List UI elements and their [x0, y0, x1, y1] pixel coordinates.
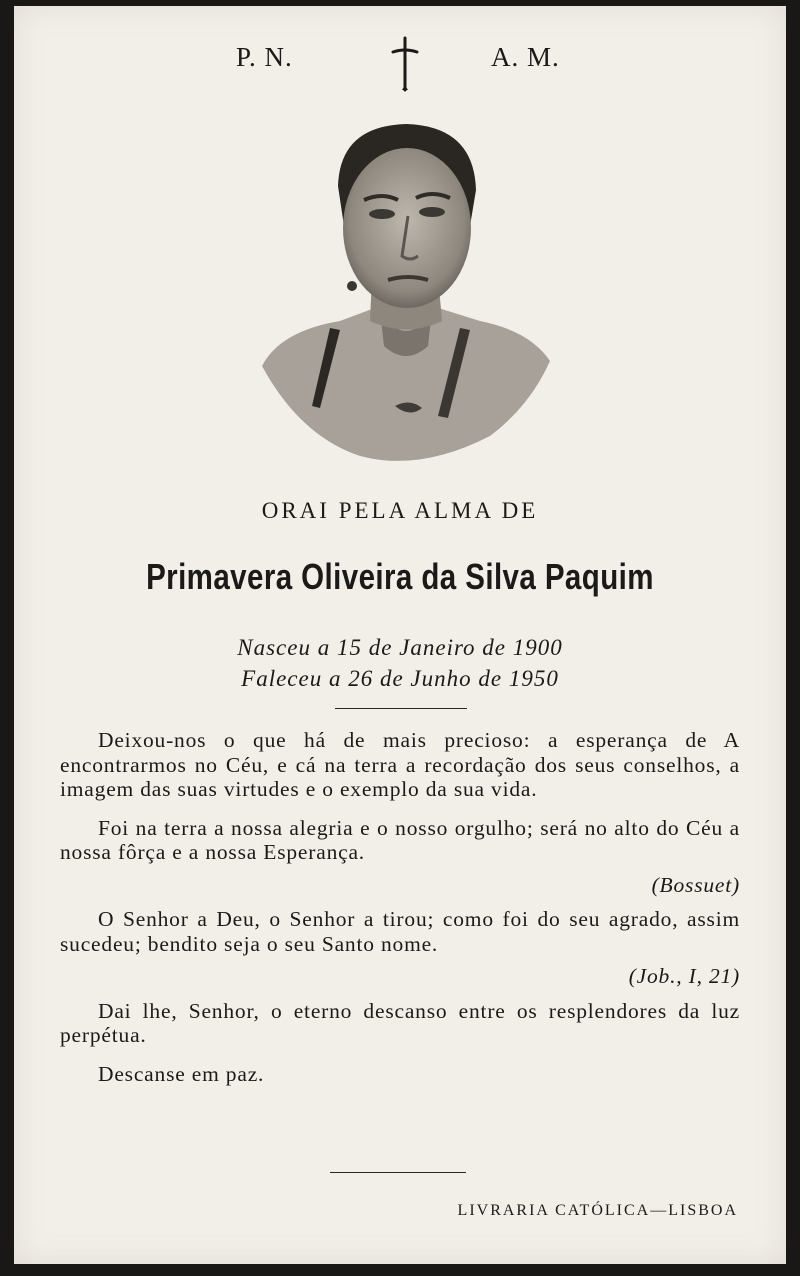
birth-date: Nasceu a 15 de Janeiro de 1900 — [237, 635, 563, 660]
deceased-name: Primavera Oliveira da Silva Paquim — [146, 556, 654, 597]
divider-bottom — [330, 1172, 466, 1173]
header-right-initials: A. M. — [491, 42, 560, 72]
paragraph-prayer: Dai lhe, Senhor, o eterno descanso entre os resplendores da luz perpétua. — [60, 998, 740, 1047]
cross-icon — [388, 36, 422, 92]
divider-top — [335, 708, 467, 709]
paragraph-legacy: Deixou-nos o que há de mais precioso: a esperança de A encontrarmos no Céu, e cá na terra a recordação dos seus conselhos, a imagem das suas virtudes e o exemplo da sua vida. — [60, 728, 740, 801]
publisher-imprint: LIVRARIA CATÓLICA—LISBOA — [457, 1202, 738, 1219]
memorial-card — [14, 6, 786, 1264]
paragraph-bossuet: Foi na terra a nossa alegria e o nosso orgulho; será no alto do Céu a nossa fôrça e a nossa Esperança. — [60, 815, 740, 864]
header-left-initials: P. N. — [236, 42, 293, 72]
life-dates — [14, 632, 786, 694]
death-date: Faleceu a 26 de Junho de 1950 — [241, 666, 559, 691]
paragraph-rest-in-peace: Descanse em paz. — [98, 1061, 265, 1086]
attribution-bossuet: (Bossuet) — [651, 872, 740, 897]
memorial-text — [60, 728, 740, 1100]
header — [14, 42, 786, 102]
portrait-photo — [260, 116, 552, 472]
attribution-job: (Job., I, 21) — [628, 964, 740, 988]
paragraph-job: O Senhor a Deu, o Senhor a tirou; como foi do seu agrado, assim sucedeu; bendito seja o seu Santo nome. — [60, 907, 740, 956]
prayer-intro: ORAI PELA ALMA DE — [261, 498, 539, 523]
